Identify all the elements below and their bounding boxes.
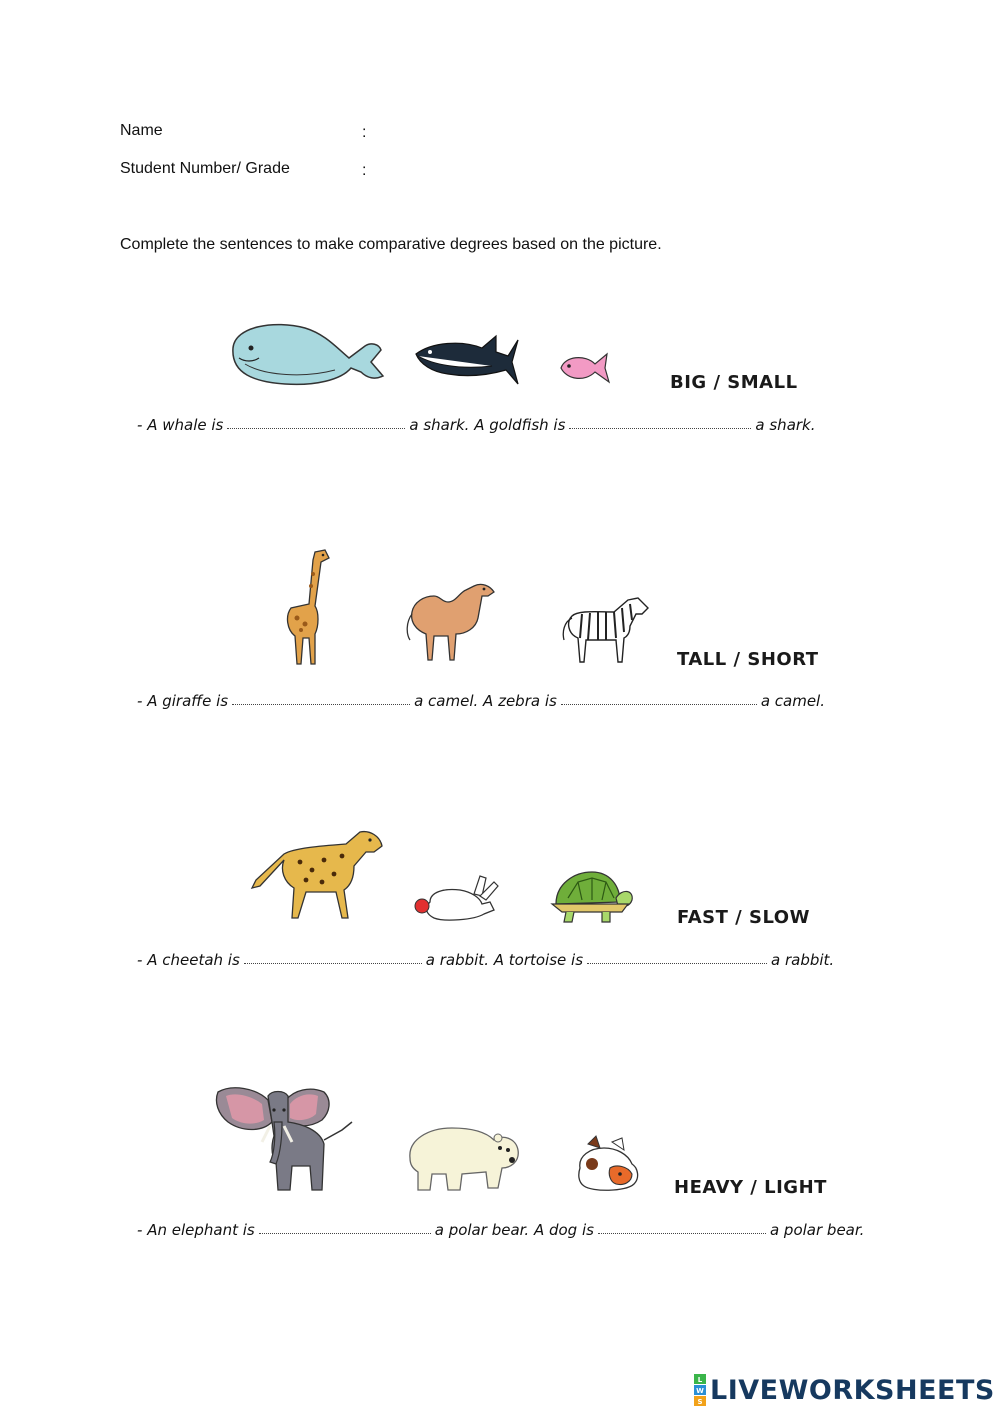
sentence-3-dash: - — [137, 951, 143, 969]
sentence-2-part1: A giraffe is — [147, 692, 229, 710]
sentence-3-blank-1[interactable] — [244, 951, 422, 964]
sentence-4-blank-1[interactable] — [259, 1221, 431, 1234]
pair-tall-short: TALL / SHORT — [677, 649, 819, 670]
dog-image — [572, 1134, 642, 1196]
sentence-1-blank-2[interactable] — [569, 416, 751, 429]
sentence-1-part1: A whale is — [147, 416, 224, 434]
sentence-2-blank-2[interactable] — [561, 692, 757, 705]
answer-input-2b[interactable] — [561, 694, 757, 710]
pair-big-small: BIG / SMALL — [670, 372, 798, 393]
sentence-3-blank-2[interactable] — [587, 951, 767, 964]
sentence-3-part1: A cheetah is — [147, 951, 240, 969]
liveworksheets-logo — [694, 1374, 995, 1406]
sentence-1-blank-1[interactable] — [227, 416, 405, 429]
logo-letter-w: W — [696, 1387, 704, 1395]
pair-fast-slow: FAST / SLOW — [677, 907, 810, 928]
giraffe-image — [275, 546, 335, 668]
sentence-2-blank-1[interactable] — [232, 692, 410, 705]
student-number-label: Student Number/ Grade — [120, 160, 290, 177]
student-number-colon: : — [362, 162, 367, 179]
camel-image — [404, 578, 496, 664]
logo-letter-l: L — [697, 1376, 703, 1384]
sentence-1-part3: a shark. — [755, 416, 816, 434]
answer-input-3a[interactable] — [244, 953, 422, 969]
answer-input-1b[interactable] — [569, 418, 751, 434]
liveworksheets-brand-text: LIVEWORKSHEETS — [710, 1374, 995, 1406]
sentence-4-part2: a polar bear. A dog is — [434, 1221, 594, 1239]
tortoise-image — [548, 868, 634, 924]
sentence-4-blank-2[interactable] — [598, 1221, 766, 1234]
sentence-3-part2: a rabbit. A tortoise is — [425, 951, 584, 969]
instruction-text: Complete the sentences to make comparative degrees based on the picture. — [120, 236, 662, 253]
pair-heavy-light: HEAVY / LIGHT — [674, 1177, 827, 1198]
zebra-image — [558, 592, 650, 666]
sentence-2-part2: a camel. A zebra is — [414, 692, 557, 710]
shark-image — [412, 330, 520, 390]
goldfish-image — [555, 348, 613, 388]
polar-bear-image — [402, 1118, 522, 1194]
answer-input-4b[interactable] — [598, 1223, 766, 1239]
name-colon: : — [362, 124, 367, 141]
rabbit-image — [414, 874, 498, 924]
sentence-1 — [137, 416, 816, 434]
sentence-2-dash: - — [137, 692, 143, 710]
answer-input-3b[interactable] — [587, 953, 767, 969]
sentence-3-part3: a rabbit. — [771, 951, 835, 969]
whale-image — [225, 318, 385, 390]
sentence-4 — [137, 1221, 864, 1239]
answer-input-2a[interactable] — [232, 694, 410, 710]
sentence-2-part3: a camel. — [760, 692, 825, 710]
sentence-4-part3: a polar bear. — [769, 1221, 865, 1239]
sentence-1-dash: - — [137, 416, 143, 434]
sentence-1-part2: a shark. A goldfish is — [409, 416, 566, 434]
cheetah-image — [250, 826, 384, 924]
sentence-4-part1: An elephant is — [147, 1221, 255, 1239]
sentence-2 — [137, 692, 825, 710]
name-label: Name — [120, 122, 163, 139]
sentence-3 — [137, 951, 834, 969]
elephant-image — [212, 1082, 360, 1196]
sentence-4-dash: - — [137, 1221, 143, 1239]
logo-letter-s: S — [697, 1398, 703, 1406]
answer-input-1a[interactable] — [227, 418, 405, 434]
answer-input-4a[interactable] — [259, 1223, 431, 1239]
